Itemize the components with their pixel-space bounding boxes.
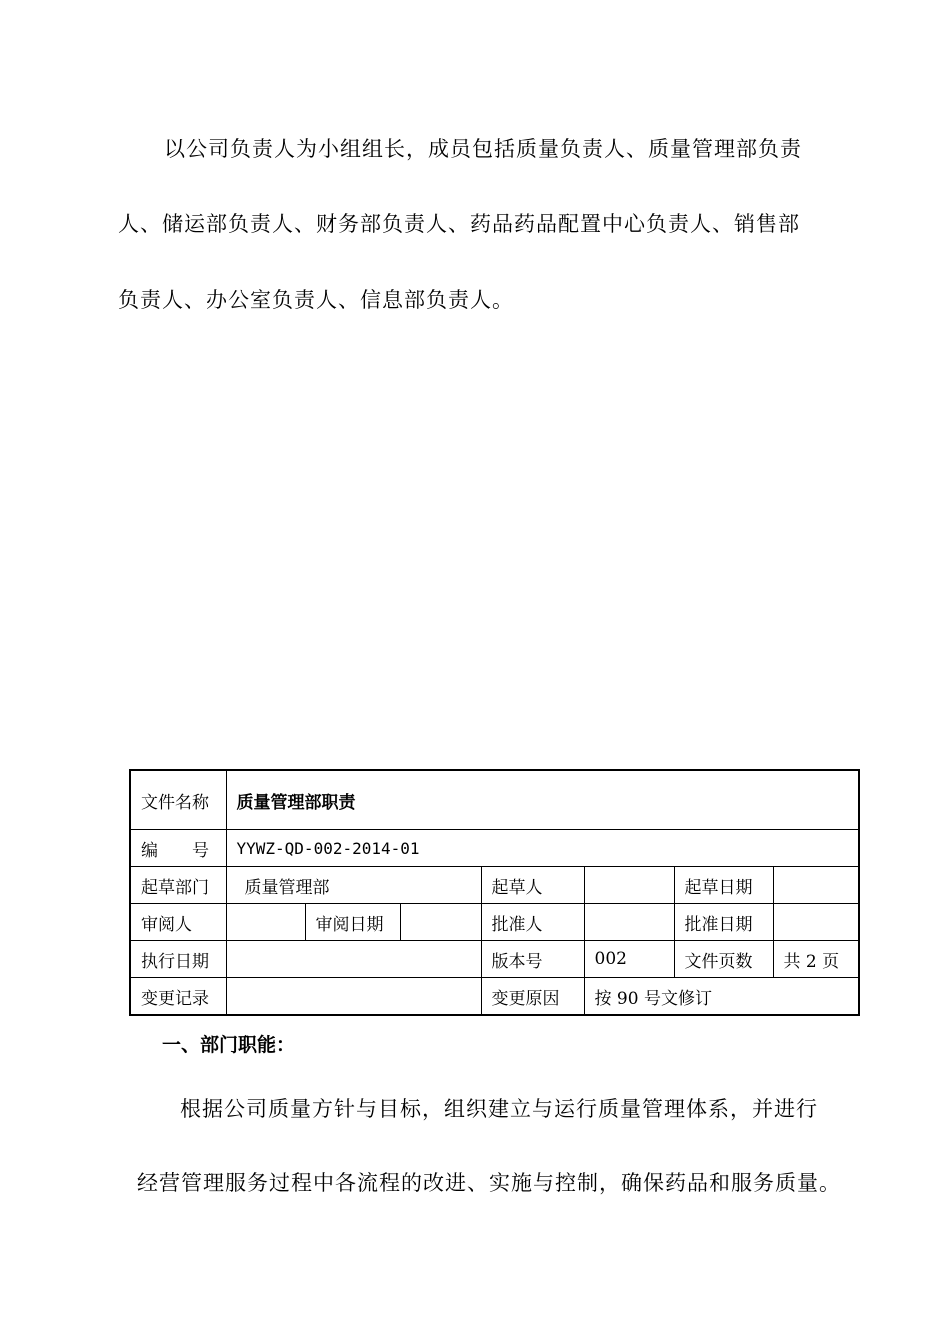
section-heading: 一、部门职能： (162, 1034, 296, 1056)
version-label: 版本号 (481, 941, 584, 978)
draft-dept-label: 起草部门 (130, 867, 226, 904)
approver-value (584, 904, 674, 941)
reviewer-value (226, 904, 305, 941)
drafter-label: 起草人 (481, 867, 584, 904)
review-date-label: 审阅日期 (305, 904, 400, 941)
table-row (130, 904, 859, 941)
intro-line-2: 人、储运部负责人、财务部负责人、药品药品配置中心负责人、销售部 (118, 212, 800, 236)
draft-date-value (773, 867, 859, 904)
draft-dept-value: 质量管理部 (226, 867, 481, 904)
drafter-value (584, 867, 674, 904)
intro-line-1: 以公司负责人为小组组长，成员包括质量负责人、质量管理部负责 (164, 137, 802, 161)
draft-date-label: 起草日期 (674, 867, 773, 904)
table-row (130, 867, 859, 904)
change-record-value (226, 978, 481, 1016)
change-reason-label: 变更原因 (481, 978, 584, 1016)
version-value: 002 (584, 941, 674, 978)
pages-value: 共 2 页 (773, 941, 859, 978)
approve-date-label: 批准日期 (674, 904, 773, 941)
exec-date-value (226, 941, 481, 978)
reviewer-label: 审阅人 (130, 904, 226, 941)
table-row (130, 770, 859, 830)
file-name-value: 质量管理部职责 (226, 770, 859, 830)
document-info-table (129, 769, 860, 1016)
table-row (130, 978, 859, 1016)
table-row (130, 830, 859, 867)
exec-date-label: 执行日期 (130, 941, 226, 978)
pages-label: 文件页数 (674, 941, 773, 978)
change-reason-value: 按 90 号文修订 (584, 978, 859, 1016)
table-row (130, 941, 859, 978)
number-value: YYWZ-QD-002-2014-01 (226, 830, 859, 867)
section-line-2: 经营管理服务过程中各流程的改进、实施与控制，确保药品和服务质量。 (137, 1171, 841, 1195)
section-line-1: 根据公司质量方针与目标，组织建立与运行质量管理体系，并进行 (180, 1097, 818, 1121)
number-label: 编 号 (130, 830, 226, 867)
review-date-value (400, 904, 481, 941)
file-name-label: 文件名称 (130, 770, 226, 830)
change-record-label: 变更记录 (130, 978, 226, 1016)
approver-label: 批准人 (481, 904, 584, 941)
approve-date-value (773, 904, 859, 941)
intro-line-3: 负责人、办公室负责人、信息部负责人。 (118, 288, 514, 312)
